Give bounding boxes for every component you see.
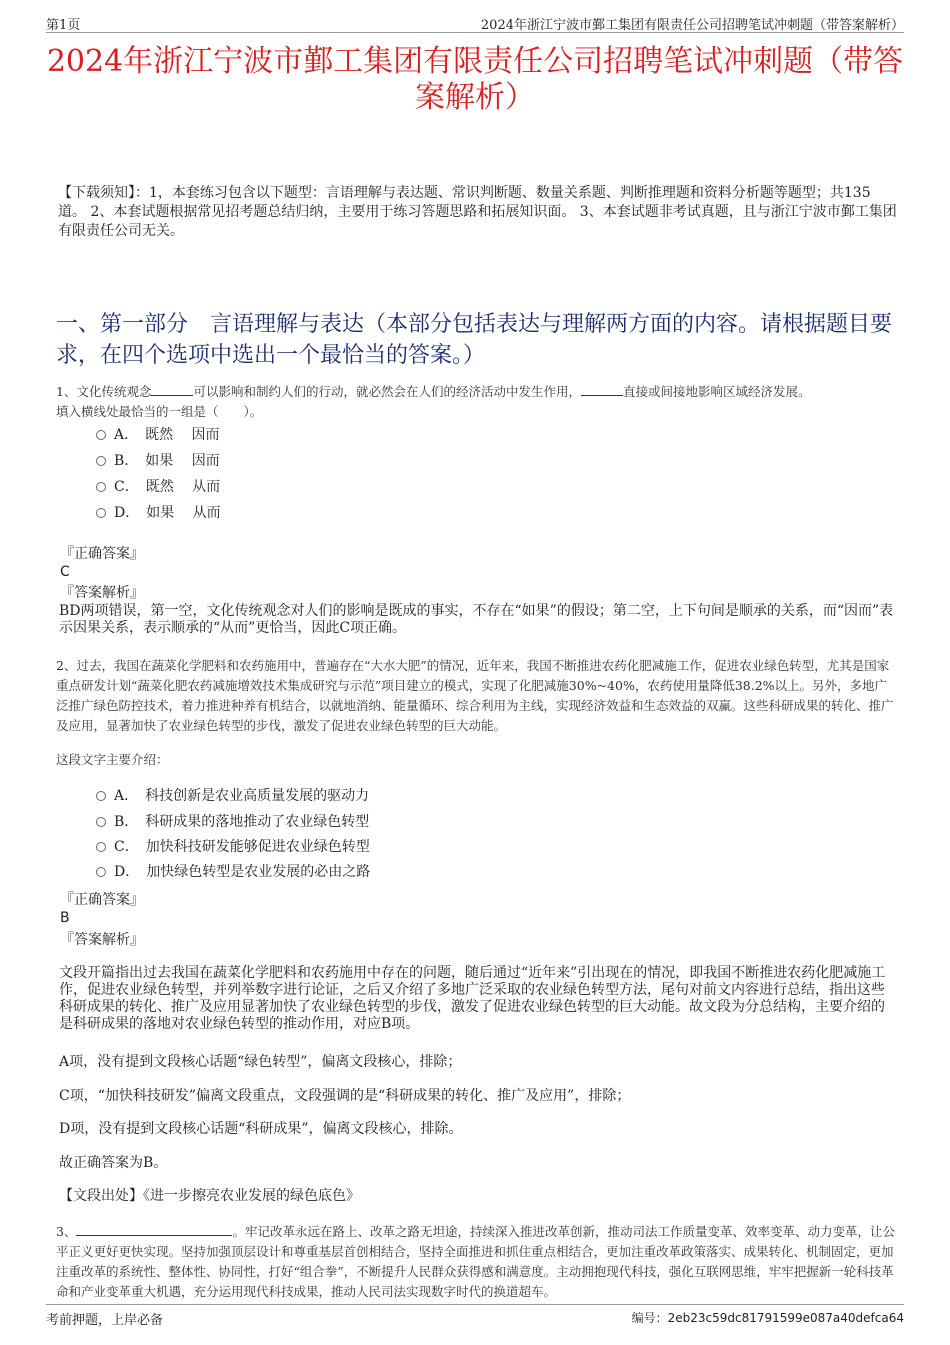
- q1-option-b[interactable]: [96, 451, 220, 471]
- radio-icon[interactable]: [96, 817, 106, 827]
- q1-option-c[interactable]: [96, 477, 220, 497]
- question-1-stem: [56, 382, 898, 422]
- q2-prompt: 这段文字主要介绍：: [56, 752, 169, 767]
- q2-option-c[interactable]: [96, 837, 370, 857]
- section-heading: 一、第一部分 言语理解与表达（本部分包括表达与理解两方面的内容。请根据题目要求，在四个选项中选出一个最恰当的答案。）: [56, 312, 893, 368]
- q1-stem-part: 直接或间接地影响区域经济发展。: [622, 384, 811, 399]
- q2-note-c: C项，“加快科技研发”偏离文段重点，文段强调的是“科研成果的转化、推广及应用”，排除；: [59, 1088, 631, 1104]
- q3-number: 3、: [56, 1224, 77, 1239]
- footer-id: 编号：2eb23c59dc81791599e087a40defca64: [631, 1311, 904, 1325]
- q1-stem-prompt: 填入横线处最恰当的一组是（ ）。: [56, 404, 263, 419]
- q2-analysis: 文段开篇指出过去我国在蔬菜化学肥料和农药施用中存在的问题，随后通过“近年来”引出现在的情况，即我国不断推进农药化肥减施工作，促进农业绿色转型，并列举数字进行论证，之后又介绍了多地广泛采取的农业绿色转型方法，尾句对前文内容进行总结，指出这些科研成果的转化、推广及应用显著加快了农业绿色转型的步伐，激发了促进农业绿色转型的巨大动能。故文段为分总结构，主要介绍的是科研成果的落地对农业绿色转型的推动作用，对应B项。: [59, 965, 886, 1032]
- page-header: [46, 12, 904, 33]
- q2-analysis-label: 『答案解析』: [60, 932, 144, 948]
- option-label: A． 既然 因而: [114, 427, 220, 443]
- radio-icon[interactable]: [96, 508, 106, 518]
- page-number: 第1页: [46, 18, 81, 33]
- option-label: B． 科研成果的落地推动了农业绿色转型: [114, 814, 370, 830]
- q1-option-d[interactable]: [96, 503, 221, 523]
- fill-blank: [76, 1224, 232, 1236]
- option-label: C． 加快科技研发能够促进农业绿色转型: [114, 839, 370, 855]
- header-doc-title: 2024年浙江宁波市鄞工集团有限责任公司招聘笔试冲刺题（带答案解析）: [480, 18, 904, 33]
- q1-answer-label: 『正确答案』: [60, 546, 144, 562]
- radio-icon[interactable]: [96, 842, 106, 852]
- radio-icon[interactable]: [96, 430, 106, 440]
- option-label: A． 科技创新是农业高质量发展的驱动力: [114, 788, 370, 804]
- q2-answer: B: [60, 910, 70, 926]
- page-footer: [46, 1304, 904, 1329]
- q2-note-d: D项，没有提到文段核心话题“科研成果”，偏离文段核心，排除。: [59, 1121, 463, 1137]
- option-label: C． 既然 从而: [114, 479, 221, 495]
- radio-icon[interactable]: [96, 867, 106, 877]
- q1-analysis-label: 『答案解析』: [60, 585, 144, 601]
- q1-stem-part: 1、文化传统观念: [56, 384, 152, 399]
- radio-icon[interactable]: [96, 791, 106, 801]
- question-2-stem: 2、过去，我国在蔬菜化学肥料和农药施用中，普遍存在“大水大肥”的情况，近年来，我国不断推进农药化肥减施工作，促进农业绿色转型，尤其是国家重点研发计划“蔬菜化肥农药减施增效技术集成研究与示范”项目建立的模式，实现了化肥减施30%~40%，农药使用量降低38.2%以上。另外，多地广泛推广绿色防控技术，着力推进种养有机结合，以就地消纳、能量循环、综合利用为主线，实现经济效益和生态效益的双赢。这些科研成果的转化、推广及应用，显著加快了农业绿色转型的步伐，激发了促进农业绿色转型的巨大动能。: [56, 658, 894, 733]
- q2-note-a: A项，没有提到文段核心话题“绿色转型”，偏离文段核心，排除；: [59, 1054, 462, 1070]
- option-label: D． 如果 从而: [114, 505, 221, 521]
- q2-option-d[interactable]: [96, 862, 370, 882]
- option-label: B． 如果 因而: [114, 453, 220, 469]
- radio-icon[interactable]: [96, 456, 106, 466]
- radio-icon[interactable]: [96, 482, 106, 492]
- fill-blank: [581, 384, 623, 396]
- fill-blank: [151, 384, 193, 396]
- q2-answer-label: 『正确答案』: [60, 892, 144, 908]
- q1-option-a[interactable]: [96, 425, 220, 445]
- q2-conclusion: 故正确答案为B。: [59, 1155, 168, 1171]
- q3-stem-text: 。牢记改革永远在路上、改革之路无坦途，持续深入推进改革创新，推动司法工作质量变革、效率变革、动力变革，让公平正义更好更快实现。坚持加强顶层设计和尊重基层首创相结合，坚持全面推进和抓住重点相结合，更加注重改革政策落实、成果转化、机制固定，更加注重改革的系统性、整体性、协同性，打好“组合拳”，不断提升人民群众获得感和满意度。主动拥抱现代科技，强化互联网思维，牢牢把握新一轮科技革命和产业变革重大机遇，充分运用现代科技成果，推动人民司法实现数字时代的换道超车。: [56, 1224, 895, 1299]
- q2-option-b[interactable]: [96, 812, 369, 832]
- download-notice: 【下载须知】：1，本套练习包含以下题型：言语理解与表达题、常识判断题、数量关系题、判断推理题和资料分析题等题型；共135道。 2、本套试题根据常见招考题总结归纳，主要用于练习答题思路和拓展知识面。 3、本套试题非考试真题，且与浙江宁波市鄞工集团有限责任公司无关。: [58, 185, 897, 239]
- option-label: D． 加快绿色转型是农业发展的必由之路: [114, 864, 371, 880]
- q1-answer: C: [60, 564, 70, 580]
- q2-option-a[interactable]: [96, 786, 369, 806]
- question-3-stem: [56, 1222, 898, 1302]
- q1-stem-part: 可以影响和制约人们的行动，就必然会在人们的经济活动中发生作用，: [193, 384, 581, 399]
- document-title: 2024年浙江宁波市鄞工集团有限责任公司招聘笔试冲刺题（带答案解析）: [46, 44, 904, 115]
- q2-source: 【文段出处】《进一步擦亮农业发展的绿色底色》: [59, 1188, 360, 1204]
- footer-slogan: 考前押题，上岸必备: [46, 1313, 164, 1328]
- q1-analysis: BD两项错误，第一空，文化传统观念对人们的影响是既成的事实，不存在“如果”的假设；第二空，上下句间是顺承的关系，而“因而”表示因果关系，表示顺承的“从而”更恰当，因此C项正确。: [59, 603, 894, 636]
